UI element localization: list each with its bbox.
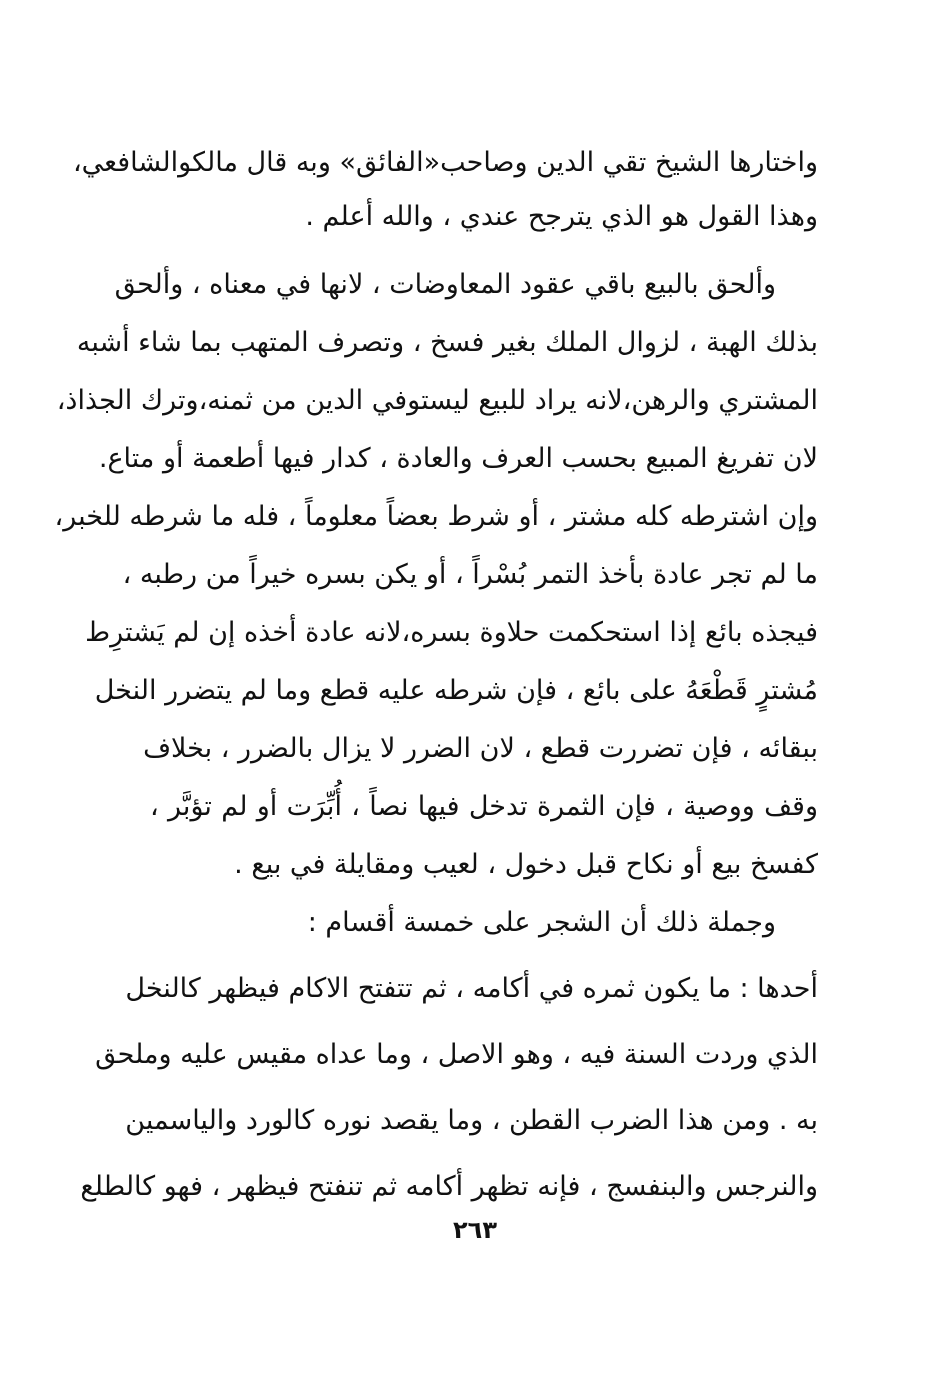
text-line: أحدها : ما يكون ثمره في أكامه ، ثم تتفتح الاكام فيظهر كالنخل (125, 973, 818, 1004)
text-line: وجملة ذلك أن الشجر على خمسة أقسام : (307, 907, 776, 938)
text-line: واختارها الشيخ تقي الدين وصاحب«الفائق» وبه قال مالكوالشافعي، (72, 147, 818, 178)
text-line: وألحق بالبيع باقي عقود المعاوضات ، لانها في معناه ، وألحق (114, 269, 776, 300)
text-line: بذلك الهبة ، لزوال الملك بغير فسخ ، وتصرف المتهب بما شاء أشبه (76, 327, 818, 358)
text-line: به . ومن هذا الضرب القطن ، وما يقصد نوره كالورد والياسمين (125, 1105, 818, 1136)
text-line: وهذا القول هو الذي يترجح عندي ، والله أعلم . (305, 201, 818, 232)
text-line: فيجذه بائع إذا استحكمت حلاوة بسره،لانه عادة أخذه إن لم يَشترِط (85, 617, 818, 648)
text-line: كفسخ بيع أو نكاح قبل دخول ، لعيب ومقايلة في بيع . (234, 849, 818, 880)
text-line: وقف ووصية ، فإن الثمرة تدخل فيها نصاً ، أُبِّرَت أو لم تؤبَّر ، (150, 791, 818, 822)
page-number: ٢٦٣ (453, 1216, 497, 1244)
text-line: ما لم تجر عادة بأخذ التمر بُسْراً ، أو يكن بسره خيراً من رطبه ، (122, 559, 818, 590)
text-line: مُشترٍ قَطْعَهُ على بائع ، فإن شرطه عليه قطع وما لم يتضرر النخل (94, 675, 818, 706)
text-line: والنرجس والبنفسج ، فإنه تظهر أكامه ثم تنفتح فيظهر ، فهو كالطلع (80, 1171, 818, 1202)
text-line: الذي وردت السنة فيه ، وهو الاصل ، وما عداه مقيس عليه وملحق (95, 1039, 818, 1070)
text-line: لان تفريغ المبيع بحسب العرف والعادة ، كدار فيها أطعمة أو متاع. (98, 443, 818, 474)
text-line: ببقائه ، فإن تضررت قطع ، لان الضرر لا يزال بالضرر ، بخلاف (143, 733, 818, 764)
text-line: المشتري والرهن،لانه يراد للبيع ليستوفي الدين من ثمنه،وترك الجذاذ، (56, 385, 818, 416)
text-line: وإن اشترطه كله مشتر ، أو شرط بعضاً معلوماً ، فله ما شرطه للخبر، (54, 501, 818, 532)
